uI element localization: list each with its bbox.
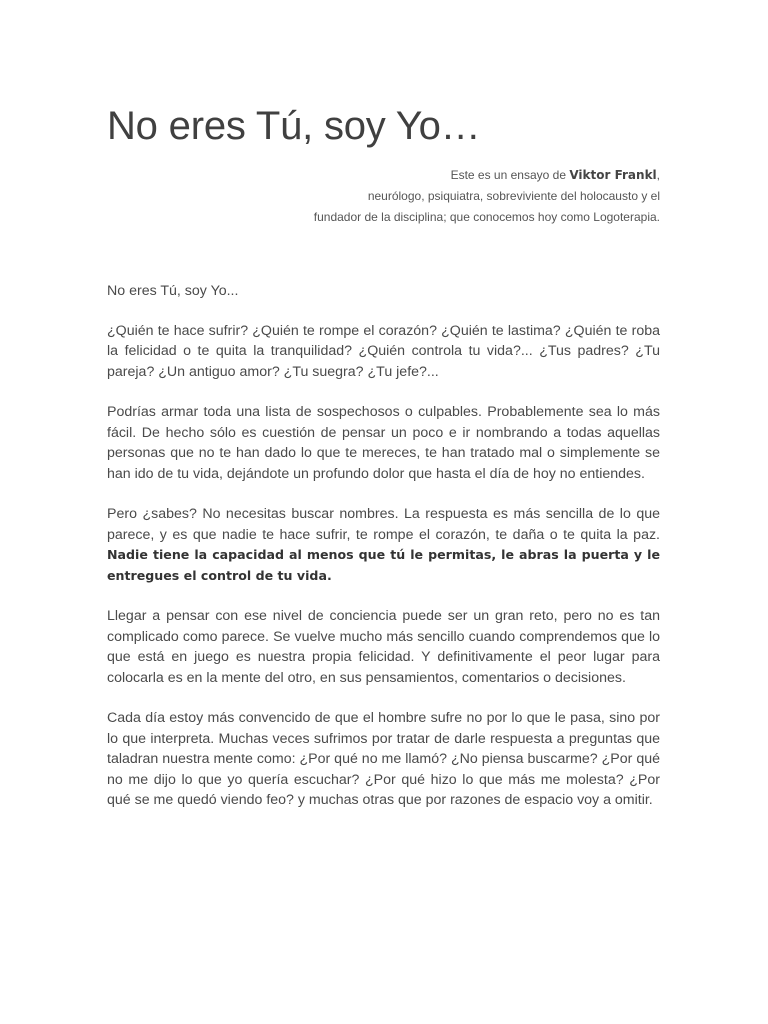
credit-line-1 — [107, 165, 660, 186]
paragraph-1: No eres Tú, soy Yo... — [107, 283, 239, 299]
author-name: Viktor Frankl — [569, 168, 657, 182]
paragraph-6: Cada día estoy más convencido de que el hombre sufre no por lo que le pasa, sino por lo que interpreta. Muchas veces sufrimos por tratar de darle respuesta a preguntas que taladran nuestra mente como: ¿Por qué no me llamó? ¿No piensa buscarme? ¿Por qué no me dijo lo que yo quería escuchar? ¿Por qué hizo lo que más me molesta? ¿Por qué se me quedó viendo feo? y muchas otras que por razones de espacio voy a omitir. — [107, 710, 660, 808]
paragraph-2: ¿Quién te hace sufrir? ¿Quién te rompe el corazón? ¿Quién te lastima? ¿Quién te roba la felicidad o te quita la tranquilidad? ¿Quién controla tu vida?... ¿Tus padres? ¿Tu pareja? ¿Un antiguo amor? ¿Tu suegra? ¿Tu jefe?... — [107, 322, 660, 380]
essay-body — [107, 281, 660, 831]
credit-line-2: neurólogo, psiquiatra, sobreviviente del holocausto y el — [367, 189, 660, 203]
credit-line-3: fundador de la disciplina; que conocemos hoy como Logoterapia. — [313, 210, 660, 224]
credit-suffix: , — [656, 168, 660, 182]
author-credit — [107, 165, 660, 228]
credit-prefix: Este es un ensayo de — [450, 168, 570, 182]
paragraph-4-emphasis: Nadie tiene la capacidad al menos que tú le permitas, le abras la puerta y le entregues el control de tu vida. — [107, 547, 660, 583]
paragraph-4 — [107, 504, 660, 586]
paragraph-5: Llegar a pensar con ese nivel de conciencia puede ser un gran reto, pero no es tan complicado como parece. Se vuelve mucho más sencillo cuando comprendemos que lo que está en juego es nuestra propia felicidad. Y definitivamente el peor lugar para colocarla es en la mente del otro, en sus pensamientos, comentarios o decisiones. — [107, 608, 660, 686]
document-title: No eres Tú, soy Yo… — [107, 104, 481, 148]
paragraph-3: Podrías armar toda una lista de sospechosos o culpables. Probablemente sea lo más fácil. De hecho sólo es cuestión de pensar un poco e ir nombrando a todas aquellas personas que no te han dado lo que te mereces, te han tratado mal o simplemente se han ido de tu vida, dejándote un profundo dolor que hasta el día de hoy no entiendes. — [107, 404, 660, 482]
paragraph-4-text: Pero ¿sabes? No necesitas buscar nombres. La respuesta es más sencilla de lo que parece, y es que nadie te hace sufrir, te rompe el corazón, te daña o te quita la paz. — [107, 506, 660, 543]
